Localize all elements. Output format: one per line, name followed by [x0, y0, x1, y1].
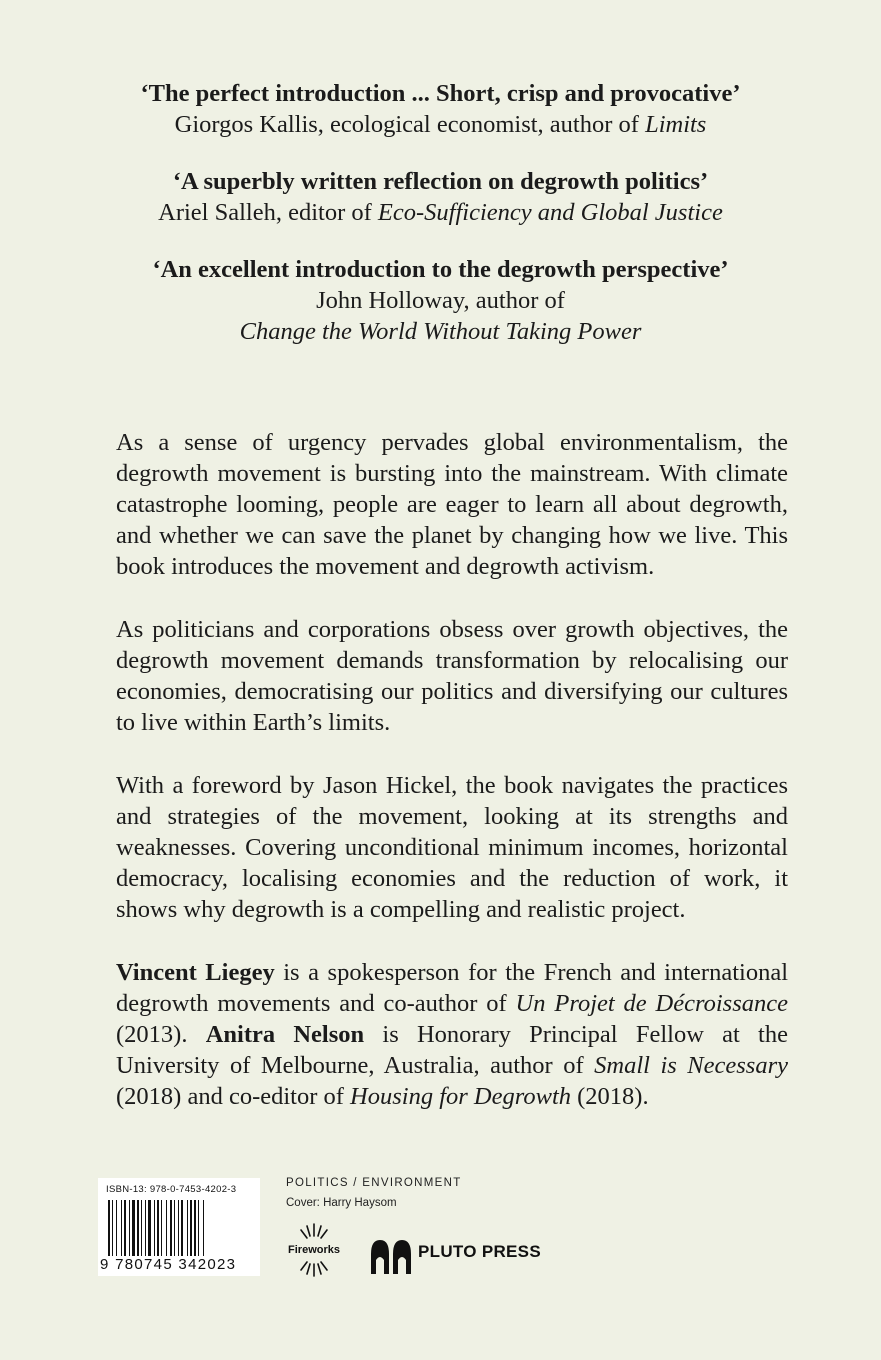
- endorsement-1: [0, 78, 881, 140]
- bio-text: (2018).: [571, 1083, 649, 1110]
- endorsements: [0, 78, 881, 373]
- barcode-bars: [108, 1200, 250, 1256]
- pluto-press-logo: [368, 1238, 558, 1278]
- endorsement-attribution-line2: [0, 316, 881, 347]
- isbn-barcode: [98, 1178, 260, 1276]
- subject-category: POLITICS / ENVIRONMENT: [286, 1177, 462, 1189]
- book-title: Un Projet de Décroissance: [515, 990, 788, 1017]
- endorsement-attribution: [0, 109, 881, 140]
- bio-text: (2013).: [116, 1021, 206, 1048]
- blurb-paragraph-3: With a foreword by Jason Hickel, the book navigates the practices and strategies of the movement, looking at its strengths and weaknesses. Covering unconditional minimum incomes, horizontal democracy, localising economies and the reduction of work, it shows why degrowth is a compelling and realistic project.: [116, 772, 788, 923]
- attribution-book-title: Change the World Without Taking Power: [239, 318, 642, 345]
- author-name: Anitra Nelson: [205, 1021, 365, 1048]
- blurb: [116, 427, 788, 1144]
- isbn-label: ISBN-13: 978-0-7453-4202-3: [106, 1184, 237, 1195]
- pluto-press-mark-icon: [368, 1238, 414, 1278]
- blurb-paragraph-2: As politicians and corporations obsess over growth objectives, the degrowth movement demands transformation by relocalising our economies, democratising our politics and diversifying our cultures to live within Earth’s limits.: [116, 616, 788, 736]
- attribution-book-title: Eco-Sufficiency and Global Justice: [377, 199, 723, 226]
- attribution-text: Ariel Salleh, editor of: [158, 199, 378, 226]
- endorsement-attribution: [0, 197, 881, 228]
- endorsement-quote: ‘The perfect introduction ... Short, crisp and provocative’: [140, 80, 741, 107]
- cover-credit: Cover: Harry Haysom: [286, 1197, 397, 1209]
- attribution-book-title: Limits: [645, 111, 707, 138]
- fireworks-logo: [283, 1222, 345, 1278]
- endorsement-quote: ‘An excellent introduction to the degrowth perspective’: [152, 256, 729, 283]
- blurb-paragraph-1: As a sense of urgency pervades global environmentalism, the degrowth movement is bursting into the mainstream. With climate catastrophe looming, people are eager to learn all about degrowth, and whether we can save the planet by changing how we live. This book introduces the movement and degrowth activism.: [116, 429, 788, 580]
- barcode-digits: 9 780745 342023: [100, 1256, 237, 1273]
- author-name: Vincent Liegey: [116, 959, 275, 986]
- book-title: Small is Necessary: [594, 1052, 788, 1079]
- bio-text: is Honorary Principal Fellow at the University of Melbourne, Australia, author of: [116, 1021, 788, 1079]
- imprint-name: Fireworks: [288, 1244, 340, 1256]
- author-bio: [116, 957, 788, 1112]
- bio-text: is a spokesperson for the French and international degrowth movements and co-author of: [116, 959, 788, 1017]
- attribution-text: Giorgos Kallis, ecological economist, author of: [174, 111, 646, 138]
- publisher-name: PLUTO PRESS: [418, 1242, 541, 1261]
- endorsement-3: [0, 254, 881, 347]
- bio-text: (2018) and co-editor of: [116, 1083, 351, 1110]
- endorsement-quote: ‘A superbly written reflection on degrowth politics’: [172, 168, 709, 195]
- endorsement-attribution: [0, 285, 881, 316]
- endorsement-2: [0, 166, 881, 228]
- book-title: Housing for Degrowth: [350, 1083, 571, 1110]
- attribution-text: John Holloway, author of: [316, 287, 565, 314]
